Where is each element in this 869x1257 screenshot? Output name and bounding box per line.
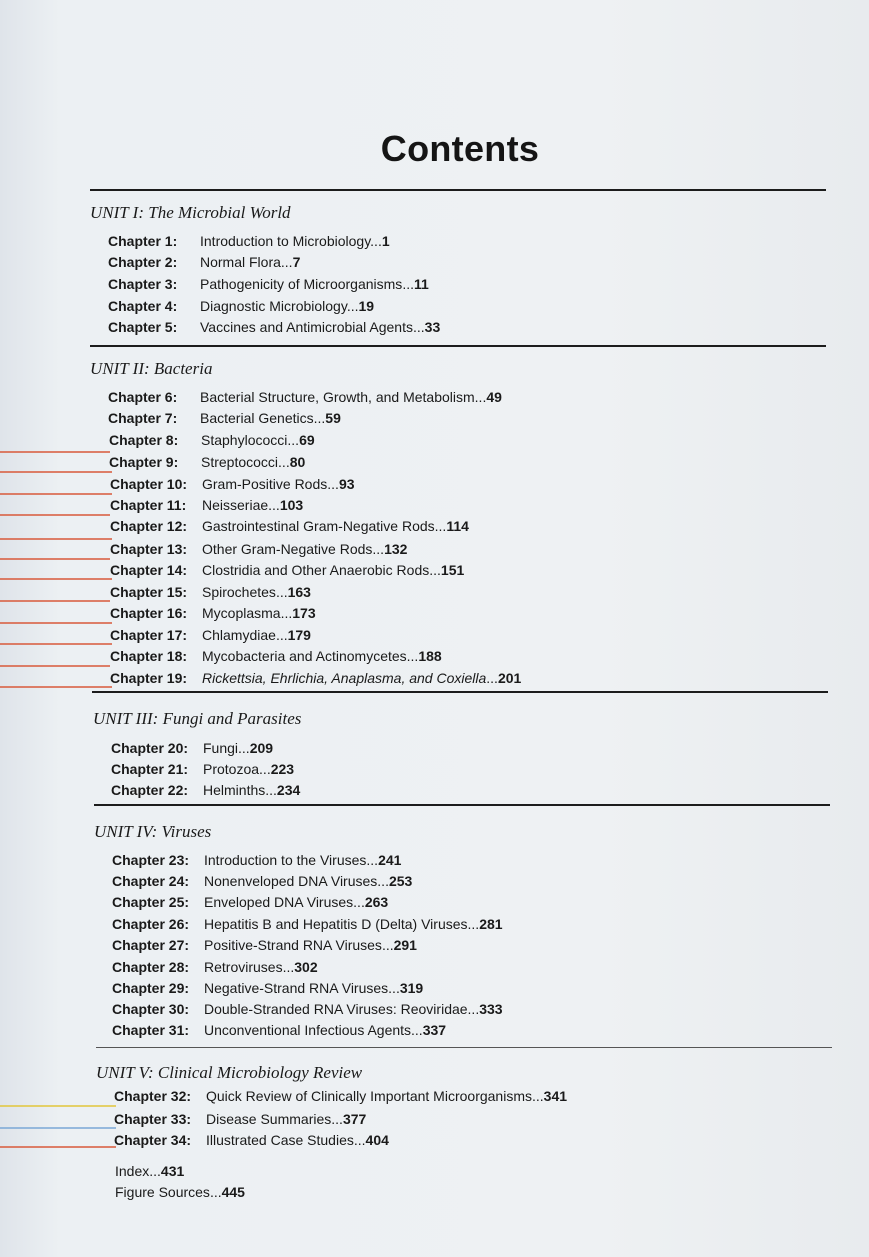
chapter-title: Rickettsia, Ehrlichia, Anaplasma, and Coxiella xyxy=(202,670,487,686)
highlight-mark xyxy=(0,622,112,624)
page-number: 173 xyxy=(292,605,316,621)
section-rule xyxy=(90,189,826,191)
highlight-mark xyxy=(0,1146,116,1148)
chapter-label: Chapter 7: xyxy=(108,410,178,426)
chapter-label: Chapter 9: xyxy=(109,454,179,470)
chapter-title: Disease Summaries xyxy=(206,1111,332,1127)
page-number: 431 xyxy=(160,1163,185,1179)
chapter-label: Chapter 6: xyxy=(108,389,178,405)
chapter-label: Chapter 34: xyxy=(114,1132,192,1148)
section-rule xyxy=(96,1047,832,1048)
page-number: 179 xyxy=(287,627,311,643)
chapter-label: Chapter 19: xyxy=(110,670,188,686)
page-number: 263 xyxy=(364,894,389,910)
page-number: 1 xyxy=(381,233,390,249)
page-number: 132 xyxy=(384,541,408,557)
page-number: 163 xyxy=(287,584,311,600)
page-number: 241 xyxy=(378,852,402,868)
chapter-label: Chapter 20: xyxy=(111,740,189,756)
chapter-label: Chapter 8: xyxy=(109,432,179,448)
chapter-title: Mycoplasma xyxy=(202,605,281,621)
unit-heading: UNIT II: Bacteria xyxy=(90,359,213,378)
chapter-label: Chapter 25: xyxy=(112,894,190,910)
chapter-label: Chapter 21: xyxy=(111,761,189,777)
chapter-title: Helminths xyxy=(203,782,266,798)
chapter-label: Chapter 1: xyxy=(108,233,178,249)
chapter-title: Other Gram-Negative Rods xyxy=(202,541,373,557)
page-number: 333 xyxy=(479,1001,503,1017)
highlight-mark xyxy=(0,451,110,453)
page-number: 19 xyxy=(358,298,375,314)
page-number: 201 xyxy=(497,670,522,686)
chapter-label: Chapter 32: xyxy=(114,1088,192,1104)
highlight-mark xyxy=(0,600,110,602)
chapter-label: Chapter 27: xyxy=(112,937,190,953)
chapter-title: Introduction to Microbiology xyxy=(200,233,371,249)
page-title: Contents xyxy=(380,128,540,169)
chapter-label: Chapter 24: xyxy=(112,873,190,889)
chapter-title: Pathogenicity of Microorganisms xyxy=(200,276,403,292)
page-number: 188 xyxy=(418,648,442,664)
unit-heading: UNIT IV: Viruses xyxy=(94,822,212,841)
chapter-title: Unconventional Infectious Agents xyxy=(204,1022,412,1038)
chapter-label: Chapter 12: xyxy=(110,518,188,534)
page-number: 33 xyxy=(424,319,441,335)
chapter-label: Chapter 28: xyxy=(112,959,190,975)
highlight-mark xyxy=(0,686,112,688)
chapter-label: Chapter 30: xyxy=(112,1001,190,1017)
backmatter-title: Figure Sources xyxy=(115,1184,210,1200)
chapter-label: Chapter 26: xyxy=(112,916,190,932)
chapter-title: Negative-Strand RNA Viruses xyxy=(204,980,389,996)
chapter-title: Gram-Positive Rods xyxy=(202,476,328,492)
highlight-mark xyxy=(0,558,110,560)
chapter-title: Neisseriae xyxy=(202,497,269,513)
chapter-title: Positive-Strand RNA Viruses xyxy=(204,937,382,953)
highlight-mark xyxy=(0,578,112,580)
chapter-label: Chapter 10: xyxy=(110,476,188,492)
chapter-label: Chapter 11: xyxy=(110,497,187,513)
chapter-title: Introduction to the Viruses xyxy=(204,852,367,868)
page-number: 151 xyxy=(440,562,465,578)
chapter-title: Mycobacteria and Actinomycetes xyxy=(202,648,407,664)
chapter-title: Diagnostic Microbiology xyxy=(200,298,347,314)
highlight-mark xyxy=(0,514,110,516)
book-page: Contents UNIT I: The Microbial World Chapter 1: Introduction to Microbiology...1 Chapter 2: Normal Flora...7 Chapter 3: Pathogenicity of Microorganisms...11 Chapter 4: Diagnostic Microbiology...19 Chapter 5: Vaccines and Antimicrobial Agents...33 UNIT II: Bacteria Chapter 6: Bacterial Structure, Growth, and Metabolism...49 Chapter 7: Bacterial Genetics...59 Chapter 8: Staphylococci...69 Chapter 9: Streptococci...80 Chapter 10: Gram-Positive Rods...93 Chapter 11: Neisseriae...103 Chapter 12: Gastrointestinal Gram-Negative Rods...114 Chapter 13: Other Gram-Negative Rods...132 Chapter 14: Clostridia and Other Anaerobic Rods...151 Chapter 15: Spirochetes...163 Chapter 16: Mycoplasma...173 Chapter 17: Chlamydiae...179 Chapter 18: Mycobacteria and Actinomycetes...188 Chapter 19: Rickettsia, Ehrlichia, Anaplasma, and Coxiella...201 UNIT III: Fungi and Parasites Chapter 20: Fungi...209 Chapter 21: Protozoa...223 Chapter 22: Helminths...234 UNIT IV: Viruses Chapter 23: Introduction to the Viruses...241 Chapter 24: Nonenveloped DNA Viruses...253 Chapter 25: Enveloped DNA Viruses...263 Chapter 26: Hepatitis B and Hepatitis D (Delta) Viruses...281 Chapter 27: Positive-Strand RNA Viruses...291 Chapter 28: Retroviruses...302 Chapter 29: Negative-Strand RNA Viruses...319 Chapter 30: Double-Stranded RNA Viruses: Reoviridae...333 Chapter 31: Unconventional Infectious Agents...337 UNIT V: Clinical Microbiology Review Chapter 32: Quick Review of Clinically Important Microorganisms...341 Chapter 33: Disease Summaries...377 Chapter 34: Illustrated Case Studies...404 Index...431 Figure Sources...445 xyxy=(0,0,869,1257)
page-number: 49 xyxy=(486,389,502,405)
chapter-label: Chapter 16: xyxy=(110,605,188,621)
unit-heading: UNIT III: Fungi and Parasites xyxy=(93,709,302,728)
unit-heading: UNIT I: The Microbial World xyxy=(90,203,291,222)
chapter-label: Chapter 23: xyxy=(112,852,190,868)
highlight-mark xyxy=(0,1105,116,1107)
chapter-label: Chapter 3: xyxy=(108,276,178,292)
chapter-title: Bacterial Structure, Growth, and Metabolism xyxy=(200,389,475,405)
chapter-title: Gastrointestinal Gram-Negative Rods xyxy=(202,518,435,534)
highlight-mark xyxy=(0,471,112,473)
highlight-mark xyxy=(0,538,112,540)
chapter-label: Chapter 22: xyxy=(111,782,189,798)
chapter-label: Chapter 5: xyxy=(108,319,178,335)
page-number: 341 xyxy=(543,1088,568,1104)
section-rule xyxy=(90,345,826,347)
chapter-title: Enveloped DNA Viruses xyxy=(204,894,354,910)
page-number: 445 xyxy=(221,1184,245,1200)
chapter-title: Hepatitis B and Hepatitis D (Delta) Viruses xyxy=(204,916,468,932)
chapter-title: Clostridia and Other Anaerobic Rods xyxy=(202,562,430,578)
highlight-mark xyxy=(0,665,110,667)
page-number: 69 xyxy=(299,432,315,448)
page-number: 281 xyxy=(479,916,503,932)
chapter-label: Chapter 33: xyxy=(114,1111,192,1127)
chapter-label: Chapter 17: xyxy=(110,627,188,643)
page-number: 377 xyxy=(342,1111,367,1127)
chapter-label: Chapter 29: xyxy=(112,980,190,996)
page-number: 234 xyxy=(276,782,301,798)
page-number: 302 xyxy=(294,959,318,975)
chapter-title: Streptococci xyxy=(201,454,279,470)
chapter-title: Double-Stranded RNA Viruses: Reoviridae xyxy=(204,1001,468,1017)
page-number: 404 xyxy=(365,1132,389,1148)
chapter-title: Protozoa xyxy=(203,761,260,777)
page-number: 80 xyxy=(289,454,306,470)
chapter-title: Retroviruses xyxy=(204,959,283,975)
highlight-mark xyxy=(0,1127,116,1129)
section-rule xyxy=(94,804,830,806)
chapter-label: Chapter 13: xyxy=(110,541,188,557)
unit-heading: UNIT V: Clinical Microbiology Review xyxy=(96,1063,363,1082)
page-number: 114 xyxy=(446,518,469,534)
chapter-label: Chapter 31: xyxy=(112,1022,190,1038)
chapter-label: Chapter 14: xyxy=(110,562,188,578)
chapter-title: Bacterial Genetics xyxy=(200,410,314,426)
highlight-mark xyxy=(0,643,112,645)
page-number: 93 xyxy=(338,476,355,492)
page-number: 253 xyxy=(388,873,413,889)
toc-entry-index[interactable]: Index...431 xyxy=(115,1163,185,1179)
chapter-title: Chlamydiae xyxy=(202,627,276,643)
page-number: 59 xyxy=(325,410,341,426)
page-number: 291 xyxy=(393,937,417,953)
page-number: 103 xyxy=(279,497,304,513)
page-number: 209 xyxy=(249,740,274,756)
page-number: 337 xyxy=(422,1022,447,1038)
chapter-title: Fungi xyxy=(203,740,239,756)
chapter-label: Chapter 15: xyxy=(110,584,188,600)
backmatter-title: Index xyxy=(115,1163,150,1179)
chapter-title: Spirochetes xyxy=(202,584,276,600)
chapter-label: Chapter 4: xyxy=(108,298,178,314)
chapter-title: Vaccines and Antimicrobial Agents xyxy=(200,319,413,335)
chapter-title: Normal Flora xyxy=(200,254,281,270)
page-number: 319 xyxy=(399,980,424,996)
chapter-label: Chapter 2: xyxy=(108,254,178,270)
toc-entry-figure-sources[interactable]: Figure Sources...445 xyxy=(115,1184,245,1200)
page-number: 11 xyxy=(413,276,429,292)
chapter-title: Nonenveloped DNA Viruses xyxy=(204,873,378,889)
chapter-label: Chapter 18: xyxy=(110,648,188,664)
chapter-title: Quick Review of Clinically Important Microorganisms xyxy=(206,1088,532,1104)
chapter-title: Illustrated Case Studies xyxy=(206,1132,354,1148)
section-rule xyxy=(92,691,828,693)
highlight-mark xyxy=(0,493,112,495)
page-number: 7 xyxy=(292,254,301,270)
page-number: 223 xyxy=(270,761,295,777)
chapter-title: Staphylococci xyxy=(201,432,288,448)
